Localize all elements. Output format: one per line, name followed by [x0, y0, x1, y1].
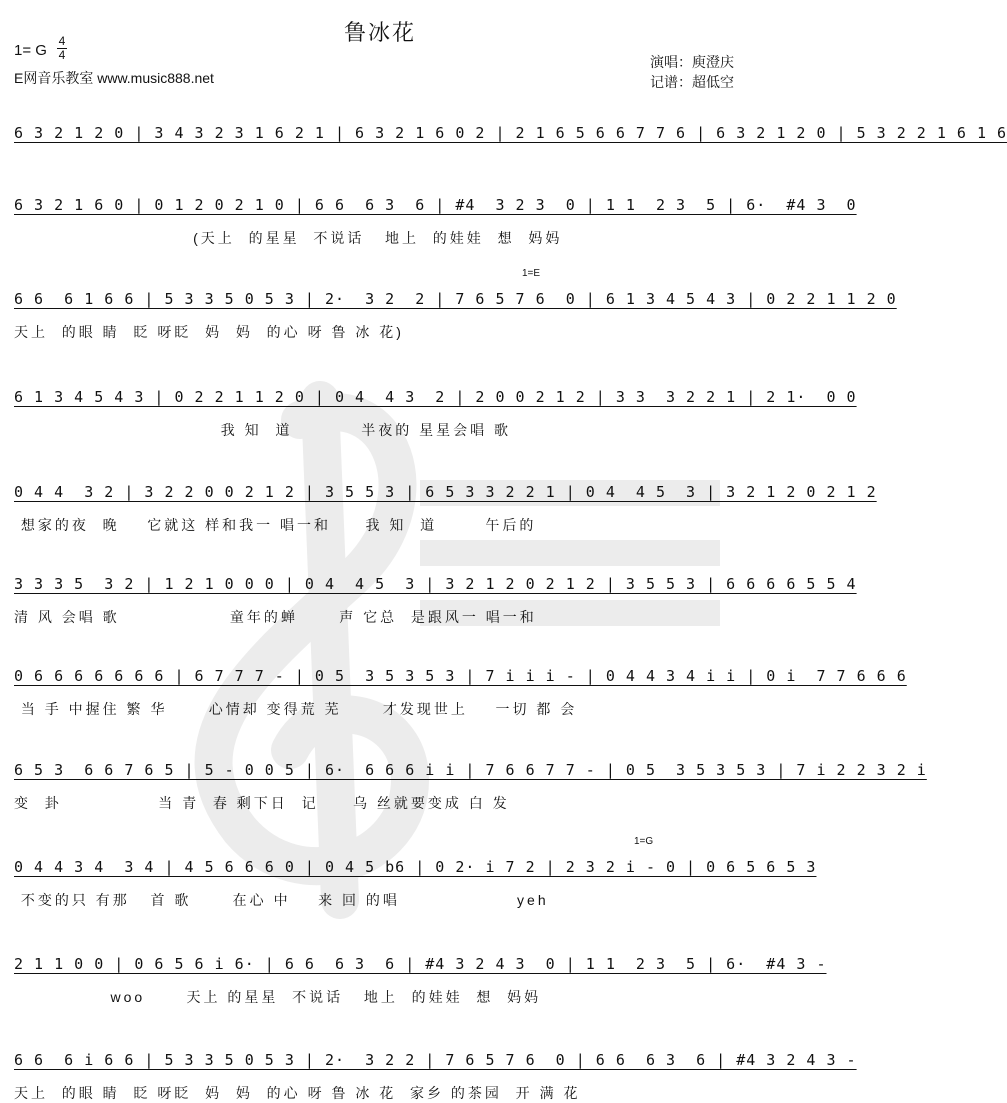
singer-credit: 演唱：庾澄庆	[650, 54, 734, 70]
key-signature: 1= G	[14, 42, 47, 59]
notation-line: 2 1 1 0 0 | 0 6 5 6 i 6· | 6 6 6 3 6 | #4 3 2 4 3 0 | 1 1 2 3 5 | 6· #4 3 -	[14, 955, 827, 973]
key-change-mark: 1=G	[634, 836, 654, 847]
notation-line: 6 1 3 4 5 4 3 | 0 2 2 1 1 2 0 | 0 4 4 3 2 | 2 0 0 2 1 2 | 3 3 3 2 2 1 | 2 1· 0 0	[14, 388, 857, 406]
score-row	[14, 388, 857, 440]
score-row	[14, 483, 877, 535]
score-row	[14, 196, 857, 248]
time-signature-top: 4	[58, 34, 66, 48]
notation-line: 6 3 2 1 2 0 | 3 4 3 2 3 1 6 2 1 | 6 3 2 1 6 0 2 | 2 1 6 5 6 6 7 7 6 | 6 3 2 1 2 0 | 5 3 2 2 1 6 1 6	[14, 124, 1007, 142]
lyrics-line: 清 风 会唱 歌 童年的蝉 声 它总 是跟风一 唱一和	[14, 609, 537, 625]
lyrics-line: 想家的夜 晚 它就这 样和我一 唱一和 我 知 道 午后的	[14, 517, 537, 533]
song-title: 鲁冰花	[343, 20, 416, 45]
lyrics-line: 变 卦 当 青 春 剩下日 记 乌 丝就要变成 白 发	[14, 795, 510, 811]
score-row	[14, 836, 817, 910]
notation-line: 3 3 3 5 3 2 | 1 2 1 0 0 0 | 0 4 4 5 3 | 3 2 1 2 0 2 1 2 | 3 5 5 3 | 6 6 6 6 5 5 4	[14, 575, 857, 593]
key-change-mark: 1=E	[522, 268, 541, 279]
score-row	[14, 268, 897, 342]
notation-line: 6 5 3 6 6 7 6 5 | 5 - 0 0 5 | 6· 6 6 6 i i | 7 6 6 7 7 - | 0 5 3 5 3 5 3 | 7 i 2 2 3 2 i	[14, 761, 927, 779]
notation-line: 0 4 4 3 2 | 3 2 2 0 0 2 1 2 | 3 5 5 3 | 6 5 3 3 2 2 1 | 0 4 4 5 3 | 3 2 1 2 0 2 1 2	[14, 483, 877, 501]
score-row	[14, 955, 827, 1007]
lyrics-line: 我 知 道 半夜的 星星会唱 歌	[14, 422, 512, 438]
notation-line: 0 4 4 3 4 3 4 | 4 5 6 6 6 0 | 0 4 5 b6 | 0 2· i 7 2 | 2 3 2 i - 0 | 0 6 5 6 5 3	[14, 858, 817, 876]
lyrics-line	[14, 156, 748, 176]
credits	[650, 52, 734, 92]
lyrics-line: 当 手 中握住 繁 华 心情却 变得荒 芜 才发现世上 一切 都 会	[14, 701, 578, 717]
lyrics-line: woo 天上 的星星 不说话 地上 的娃娃 想 妈妈	[14, 989, 542, 1005]
lyrics-line: 天上 的眼 睛 眨 呀眨 妈 妈 的心 呀 鲁 冰 花)	[14, 324, 404, 340]
notation-line: 6 6 6 i 6 6 | 5 3 3 5 0 5 3 | 2· 3 2 2 | 7 6 5 7 6 0 | 6 6 6 3 6 | #4 3 2 4 3 -	[14, 1051, 857, 1069]
notation-line: 0 6 6 6 6 6 6 6 | 6 7 7 7 - | 0 5 3 5 3 5 3 | 7 i i i - | 0 4 4 3 4 i i | 0 i 7 7 6 6 6	[14, 667, 907, 685]
score-row	[14, 575, 857, 627]
transcriber-credit: 记谱：超低空	[650, 74, 734, 90]
website-credit: E网音乐教室 www.music888.net	[14, 70, 214, 86]
time-signature	[57, 36, 67, 61]
score-row	[14, 1051, 857, 1103]
score-row	[14, 761, 927, 813]
notation-line: 6 6 6 1 6 6 | 5 3 3 5 0 5 3 | 2· 3 2 2 | 7 6 5 7 6 0 | 6 1 3 4 5 4 3 | 0 2 2 1 1 2 0	[14, 290, 897, 308]
time-signature-bottom: 4	[58, 48, 66, 62]
lyrics-line: 天上 的眼 睛 眨 呀眨 妈 妈 的心 呀 鲁 冰 花 家乡 的茶园 开 满 花	[14, 1085, 581, 1101]
lyrics-line: 不变的只 有那 首 歌 在心 中 来 回 的唱 yeh	[14, 892, 549, 908]
lyrics-line: (天上 的星星 不说话 地上 的娃娃 想 妈妈	[14, 230, 563, 246]
score-row	[14, 124, 1007, 176]
score-row	[14, 667, 907, 719]
notation-line: 6 3 2 1 6 0 | 0 1 2 0 2 1 0 | 6 6 6 3 6 | #4 3 2 3 0 | 1 1 2 3 5 | 6· #4 3 0	[14, 196, 857, 214]
